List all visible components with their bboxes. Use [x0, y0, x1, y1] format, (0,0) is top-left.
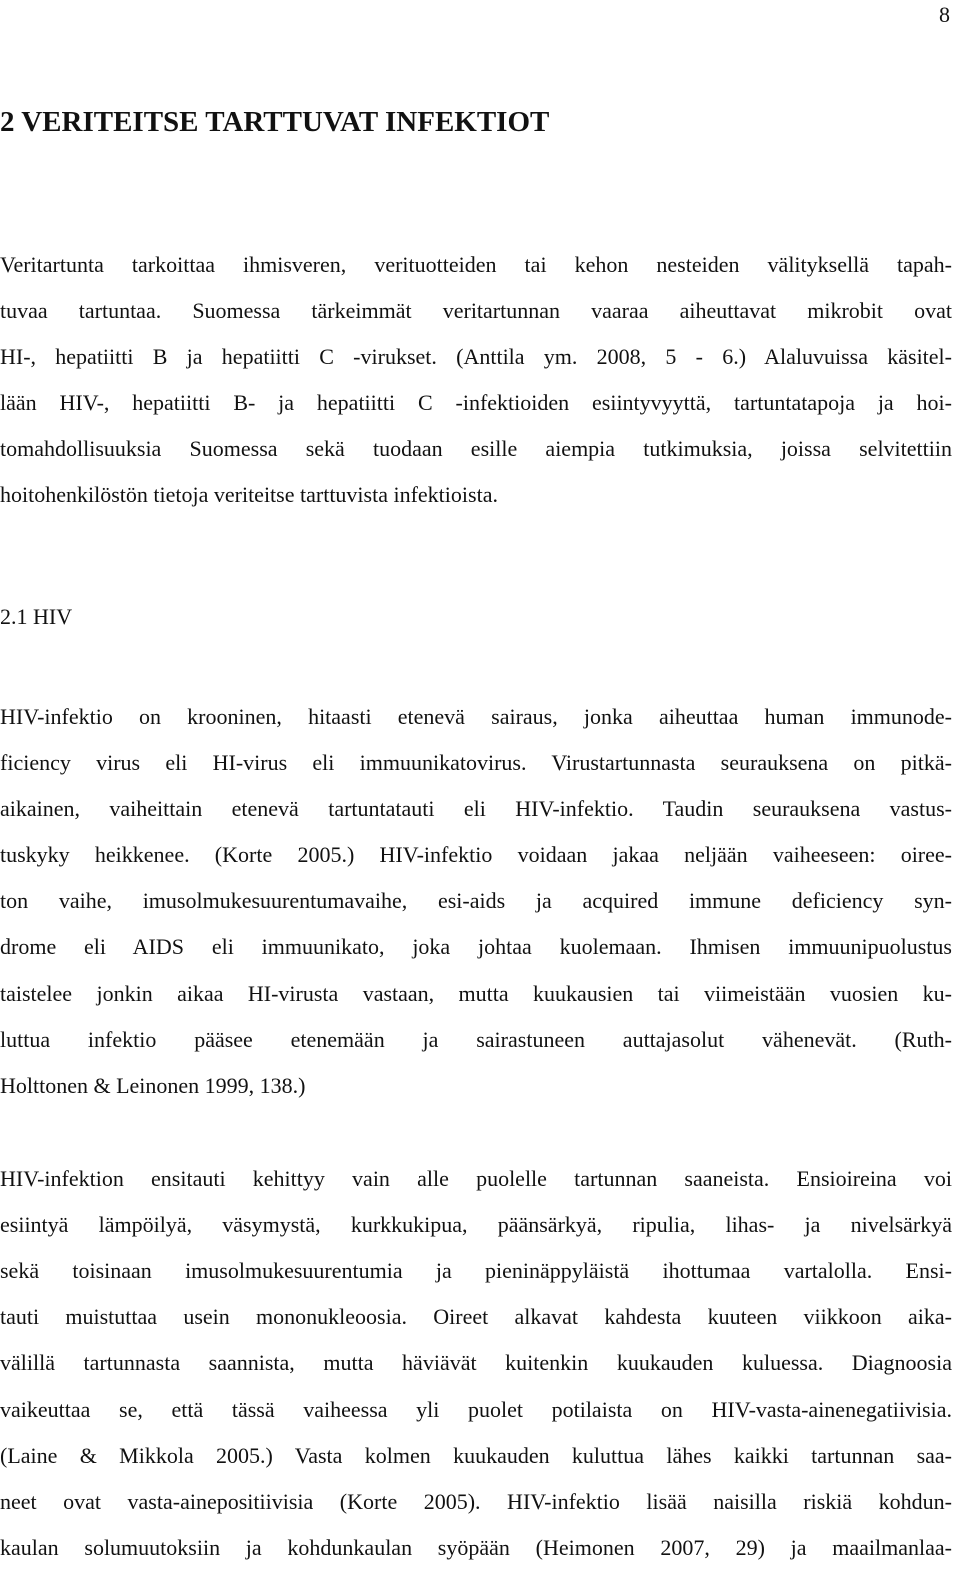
- chapter-heading: 2 VERITEITSE TARTTUVAT INFEKTIOT: [0, 106, 550, 138]
- paragraph-3-line: sekä toisinaan imusolmukesuurentumia ja pieninäppyläistä ihottumaa vartalolla. Ensi-: [0, 1258, 952, 1283]
- paragraph-2-line: luttua infektio pääsee etenemään ja sairastuneen auttajasolut vähenevät. (Ruth-: [0, 1027, 952, 1052]
- paragraph-2-line: aikainen, vaiheittain etenevä tartuntatauti eli HIV-infektio. Taudin seurauksena vastus-: [0, 796, 952, 821]
- paragraph-2-line: Holttonen & Leinonen 1999, 138.): [0, 1073, 306, 1098]
- paragraph-1-line: tuvaa tartuntaa. Suomessa tärkeimmät veritartunnan vaaraa aiheuttavat mikrobit ovat: [0, 298, 952, 323]
- paragraph-1-line: Veritartunta tarkoittaa ihmisveren, verituotteiden tai kehon nesteiden välityksellä tapah-: [0, 252, 952, 277]
- paragraph-3-line: esiintyä lämpöilyä, väsymystä, kurkkukipua, päänsärkyä, ripulia, lihas- ja nivelsärkyä: [0, 1212, 952, 1237]
- paragraph-1-line: HI-, hepatiitti B ja hepatiitti C -virukset. (Anttila ym. 2008, 5 - 6.) Alaluvuissa käsitel-: [0, 344, 952, 369]
- paragraph-3-line: vaikeuttaa se, että tässä vaiheessa yli puolet potilaista on HIV-vasta-ainenegatiivisia.: [0, 1397, 952, 1422]
- paragraph-2-line: taistelee jonkin aikaa HI-virusta vastaan, mutta kuukausien tai viimeistään vuosien ku-: [0, 981, 952, 1006]
- paragraph-2-line: ficiency virus eli HI-virus eli immuunikatovirus. Virustartunnasta seurauksena on pitkä-: [0, 750, 952, 775]
- paragraph-2-line: tuskyky heikkenee. (Korte 2005.) HIV-infektio voidaan jakaa neljään vaiheeseen: oiree-: [0, 842, 952, 867]
- paragraph-2-line: drome eli AIDS eli immuunikato, joka johtaa kuolemaan. Ihmisen immuunipuolustus: [0, 934, 952, 959]
- paragraph-3-line: neet ovat vasta-ainepositiivisia (Korte 2005). HIV-infektio lisää naisilla riskiä kohdun-: [0, 1489, 952, 1514]
- paragraph-3-line: tauti muistuttaa usein mononukleoosia. Oireet alkavat kahdesta kuuteen viikkoon aika-: [0, 1304, 952, 1329]
- paragraph-2-line: HIV-infektio on krooninen, hitaasti etenevä sairaus, jonka aiheuttaa human immunode-: [0, 704, 952, 729]
- section-heading: 2.1 HIV: [0, 604, 73, 629]
- page-number: 8: [939, 2, 950, 27]
- paragraph-3-line: HIV-infektion ensitauti kehittyy vain alle puolelle tartunnan saaneista. Ensioireina voi: [0, 1166, 952, 1191]
- paragraph-1-line: tomahdollisuuksia Suomessa sekä tuodaan esille aiempia tutkimuksia, joissa selvitettiin: [0, 436, 952, 461]
- paragraph-3-line: välillä tartunnasta saannista, mutta häviävät kuitenkin kuukauden kuluessa. Diagnoosia: [0, 1350, 952, 1375]
- paragraph-1-line: hoitohenkilöstön tietoja veriteitse tarttuvista infektioista.: [0, 482, 498, 507]
- paragraph-3-line: kaulan solumuutoksiin ja kohdunkaulan syöpään (Heimonen 2007, 29) ja maailmanlaa-: [0, 1535, 952, 1560]
- paragraph-3-line: (Laine & Mikkola 2005.) Vasta kolmen kuukauden kuluttua lähes kaikki tartunnan saa-: [0, 1443, 952, 1468]
- paragraph-1-line: lään HIV-, hepatiitti B- ja hepatiitti C -infektioiden esiintyvyyttä, tartuntatapoja ja hoi-: [0, 390, 952, 415]
- paragraph-2-line: ton vaihe, imusolmukesuurentumavaihe, esi-aids ja acquired immune deficiency syn-: [0, 888, 952, 913]
